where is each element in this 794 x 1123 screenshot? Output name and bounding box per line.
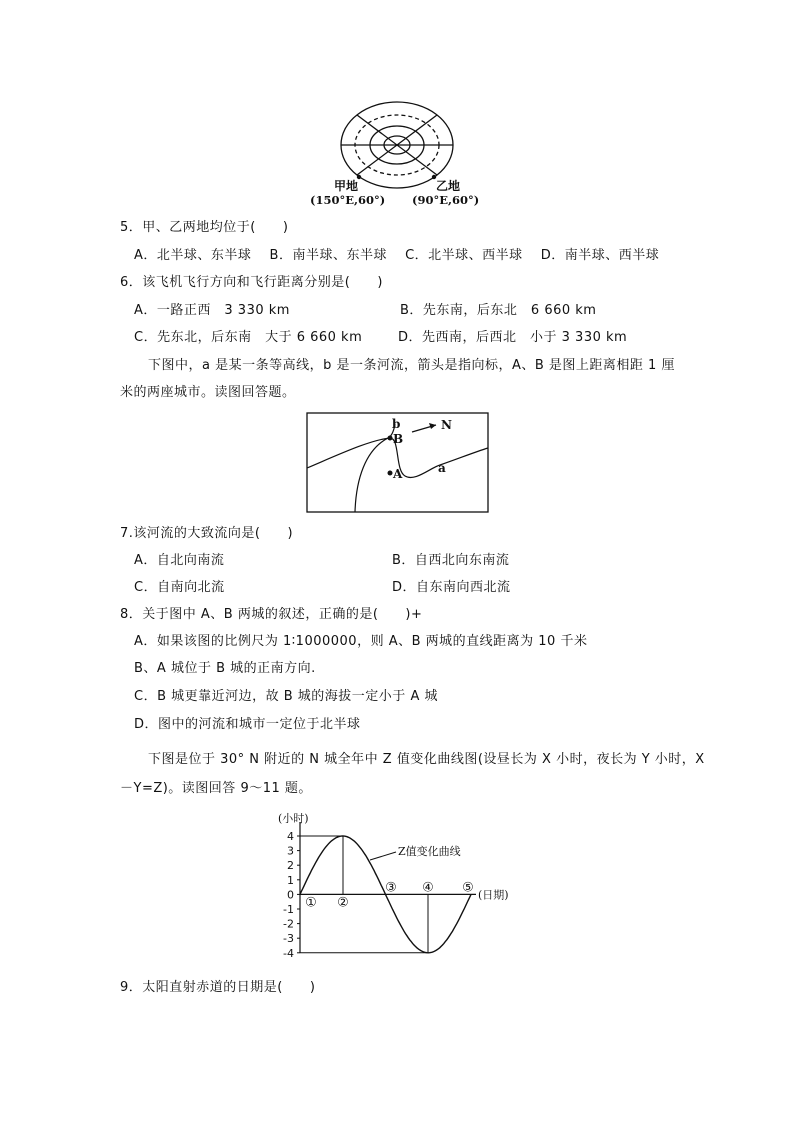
q8-option-a: A．如果该图的比例尺为 1∶1000000，则 A、B 两城的直线距离为 10 千米 xyxy=(134,634,588,649)
x-tick-label: ② xyxy=(337,895,349,911)
intro3-line1: 下图是位于 30° N 附近的 N 城全年中 Z 值变化曲线图(设昼长为 X 小时，夜长为 Y 小时，X xyxy=(148,752,705,767)
y-axis-label: (小时) xyxy=(278,812,309,825)
x-tick-label: ③ xyxy=(385,880,397,896)
q5-stem: 5．甲、乙两地均位于( ) xyxy=(120,220,289,235)
river-contour-figure xyxy=(300,410,500,516)
q7-stem: 7.该河流的大致流向是( ) xyxy=(120,526,294,541)
q5-options: A．北半球、东半球 B．南半球、东半球 C．北半球、西半球 D．南半球、西半球 xyxy=(134,248,660,263)
q8-stem: 8．关于图中 A、B 两城的叙述，正确的是( )+ xyxy=(120,607,423,622)
y-tick-label: 4 xyxy=(287,830,294,843)
y-tick-label: -4 xyxy=(283,946,294,960)
curve-label-pointer xyxy=(370,852,396,860)
q6-option-c: C．先东北，后东南 大于 6 660 km xyxy=(134,330,363,345)
curve-label: Z值变化曲线 xyxy=(398,845,461,858)
coord-jia: (150°E,60°) xyxy=(310,193,386,207)
label-city-A: A xyxy=(393,467,403,481)
label-north: N xyxy=(441,418,452,432)
q6-stem: 6．该飞机飞行方向和飞行距离分别是( ) xyxy=(120,275,383,290)
polar-projection-figure xyxy=(310,92,500,212)
intro2-line2: 米的两座城市。读图回答题。 xyxy=(120,385,296,400)
intro3-line2: －Y=Z)。读图回答 9～11 题。 xyxy=(120,781,312,796)
q7-option-a: A．自北向南流 xyxy=(134,553,225,568)
label-contour-a: a xyxy=(438,461,446,475)
z-value-chart xyxy=(262,808,532,970)
q7-option-c: C．自南向北流 xyxy=(134,580,225,595)
y-tick-label: -1 xyxy=(283,903,294,916)
x-tick-label: ① xyxy=(305,895,317,911)
q8-option-c: C．B 城更靠近河边，故 B 城的海拔一定小于 A 城 xyxy=(134,689,438,704)
label-city-B: B xyxy=(393,432,404,446)
label-river-b: b xyxy=(392,417,401,431)
q8-option-b: B、A 城位于 B 城的正南方向. xyxy=(134,661,316,676)
intro2-line1: 下图中，a 是某一条等高线，b 是一条河流，箭头是指向标，A、B 是图上距离相距 1 厘 xyxy=(148,358,675,373)
y-tick-label: 2 xyxy=(287,859,294,873)
q8-option-d: D．图中的河流和城市一定位于北半球 xyxy=(134,717,361,732)
north-arrow-head xyxy=(429,423,436,429)
y-tick-label: -3 xyxy=(283,932,294,946)
label-yi: 乙地 xyxy=(436,179,461,193)
x-tick-label: ⑤ xyxy=(462,880,474,896)
city-A-dot xyxy=(388,471,393,476)
q7-option-d: D．自东南向西北流 xyxy=(392,580,511,595)
x-tick-label: ④ xyxy=(422,880,434,896)
city-B-dot xyxy=(388,436,393,441)
y-tick-label: 1 xyxy=(287,873,294,887)
q6-option-d: D．先西南，后西北 小于 3 330 km xyxy=(398,330,628,345)
q9-stem: 9．太阳直射赤道的日期是( ) xyxy=(120,980,316,995)
y-tick-label: -2 xyxy=(283,917,294,931)
x-axis-label: (日期) xyxy=(478,888,509,902)
y-tick-label: 3 xyxy=(287,844,294,858)
coord-yi: (90°E,60°) xyxy=(412,193,480,207)
label-jia: 甲地 xyxy=(334,179,359,193)
y-tick-label: 0 xyxy=(287,888,294,902)
q6-option-b: B．先东南，后东北 6 660 km xyxy=(400,303,597,318)
q6-option-a: A．一路正西 3 330 km xyxy=(134,303,290,318)
q7-option-b: B．自西北向东南流 xyxy=(392,553,510,568)
